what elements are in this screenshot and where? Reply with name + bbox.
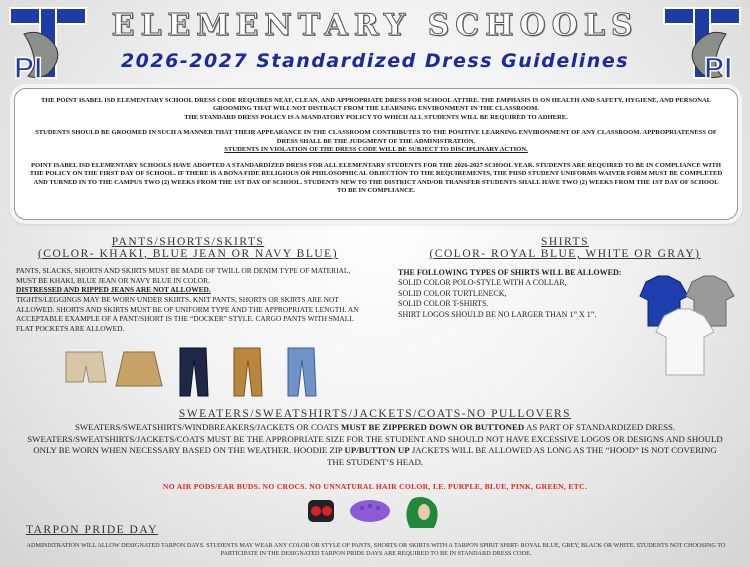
shirts-rules: THE FOLLOWING TYPES OF SHIRTS WILL BE ALLOWED: SOLID COLOR POLO-STYLE WITH A COLLAR, SOLID COLOR TURTLENECK, SOLID COLOR T-SHIRTS. SHIRT LOGOS SHOULD BE NO LARGER THAN 1” X 1”.: [398, 268, 622, 319]
policy-paragraph-1: THE POINT ISABEL ISD ELEMENTARY SCHOOL DRESS CODE REQUIRES NEAT, CLEAN, AND APPROPRIATE DRESS FOR SCHOOL ATTIRE. THE EMPHASIS IS ON HEALTH AND SAFETY, HYGIENE, AND PERSONAL GROOMING THAT WILL NOT DISTRACT FROM THE LEARNING ENVIRONMENT IN THE CLASSROOM. THE STANDARD DRESS POLICY IS A MANDATORY POLICY TO WHICH ALL STUDENTS WILL BE REQUIRED TO ADHERE.: [40, 97, 712, 121]
svg-text:PI: PI: [704, 52, 733, 84]
svg-text:PI: PI: [14, 52, 43, 84]
sweaters-heading: SWEATERS/SWEATSHIRTS/JACKETS/COATS-NO PULLOVERS: [178, 408, 572, 420]
earbuds-icon: [308, 500, 334, 522]
pants-heading: PANTS/SHORTS/SKIRTS (COLOR- KHAKI, BLUE JEAN OR NAVY BLUE): [37, 236, 339, 260]
khaki-skirt-icon: [116, 352, 162, 386]
policy-paragraph-2: STUDENTS SHOULD BE GROOMED IN SUCH A MANNER THAT THEIR APPEARANCE IN THE CLASSROOM CONTRIBUTES TO THE POSITIVE LEARNING ENVIRONMENT OF ANY CLASSROOM. APPROPRIATENESS OF DRESS SHALL BE THE JUDGMENT OF THE ADMINISTRATION. STUDENTS IN VIOLATION OF THE DRESS CODE WILL BE SUBJECT TO DISCIPLINARY ACTION.: [35, 129, 717, 154]
policy-box: [14, 88, 738, 220]
policy-paragraph-3: POINT ISABEL ISD ELEMENTARY SCHOOLS HAVE ADOPTED A STANDARDIZED DRESS FOR ALL ELEMENTARY STUDENTS FOR THE 2026-2027 SCHOOL YEAR. STUDENTS ARE REQUIRED TO BE IN COMPLIANCE WITH THE POLICY ON THE FIRST DAY OF SCHOOL. IF THERE IS A BONA FIDE RELIGIOUS OR PHILOSOPHICAL OBJECTION TO THE REQUIREMENTS, THE PIISD STUDENT UNIFORMS WAIVER FORM MUST BE COMPLETED AND TURNED IN TO THE CAMPUS TWO (2) WEEKS FROM THE 1ST DAY OF SCHOOL. STUDENTS NEW TO THE DISTRICT AND/OR TRANSFER STUDENTS SHALL HAVE TWO (2) WEEKS FROM THE 1ST DAY OF SCHOOL TO BE IN COMPLIANCE.: [29, 161, 723, 194]
tarpon-pride-text: ADMINISTRATION WILL ALLOW DESIGNATED TARPON DAYS. STUDENTS MAY WEAR ANY COLOR OR STYLE OF PANTS, SHORTS OR SKIRTS WITH A TARPON SPIRIT SHIRT- ROYAL BLUE, GREY, BLACK OR WHITE. STUDENTS NOT CHOOSING TO PARTICIPATE IN THE DESIGNATED TARPON PRIDE DAYS ARE REQUIRED TO BE IN STANDARD DRESS CODE.: [26, 542, 726, 558]
khaki-shorts-icon: [66, 352, 106, 382]
green-hair-icon: [406, 497, 437, 528]
page-title: ELEMENTARY SCHOOLS: [111, 8, 639, 43]
prohibited-items-image: [304, 494, 464, 528]
pi-tarpon-logo-left: [4, 4, 92, 84]
blue-jeans-icon: [288, 348, 316, 396]
tarpon-pride-heading: TARPON PRIDE DAY: [26, 524, 158, 536]
khaki-pants-icon: [234, 348, 262, 396]
page-subtitle: 2026-2027 Standardized Dress Guidelines: [120, 50, 630, 72]
crocs-icon: [350, 500, 390, 522]
sweaters-rules: SWEATERS/SWEATSHIRTS/WINDBREAKERS/JACKETS OR COATS MUST BE ZIPPERED DOWN OR BUTTONED AS PART OF STANDARDIZED DRESS. SWEATERS/SWEATSHIRTS/JACKETS/COATS MUST BE THE APPROPRIATE SIZE FOR THE STUDENT AND SHOULD NOT HAVE EXCESSIVE LOGOS OR DESIGNS AND SHOULD ONLY BE WORN WHEN NECESSARY BASED ON THE WEATHER. HOODIE ZIP UP/BUTTON UP JACKETS WILL BE ALLOWED AS LONG AS THE “HOOD” IS NOT COVERING THE STUDENT’S HEAD.: [27, 422, 723, 467]
pants-rules: PANTS, SLACKS, SHORTS AND SKIRTS MUST BE MADE OF TWILL OR DENIM TYPE OF MATERIAL, MUST BE KHAKI, BLUE JEAN OR NAVY BLUE IN COLOR. DISTRESSED AND RIPPED JEANS ARE NOT ALLOWED. TIGHTS/LEGGINGS MAY BE WORN UNDER SKIRTS. KNIT PANTS, SHORTS OR SKIRTS ARE NOT ALLOWED. SHORTS AND SKIRTS MUST BE OF UNIFORM TYPE AND THE APPROPRIATE LENGTH. AN ACCEPTABLE EXAMPLE OF A PANT/SHORT IS THE “DOCKER” STYLE. CARGO PANTS WITH SMALL FLAT POCKETS ARE ALLOWED.: [16, 266, 359, 333]
shirts-heading: SHIRTS (COLOR- ROYAL BLUE, WHITE OR GRAY): [429, 236, 701, 260]
prohibited-items: NO AIR PODS/EAR BUDS. NO CROCS. NO UNNATURAL HAIR COLOR, I.E. PURPLE, BLUE, PINK, GREEN, ETC.: [162, 482, 588, 491]
pants-examples-image: [62, 344, 332, 400]
shirts-examples-image: [636, 272, 748, 384]
navy-pants-icon: [180, 348, 208, 396]
pi-tarpon-logo-right: [658, 4, 746, 84]
white-polo-icon: [656, 309, 714, 375]
